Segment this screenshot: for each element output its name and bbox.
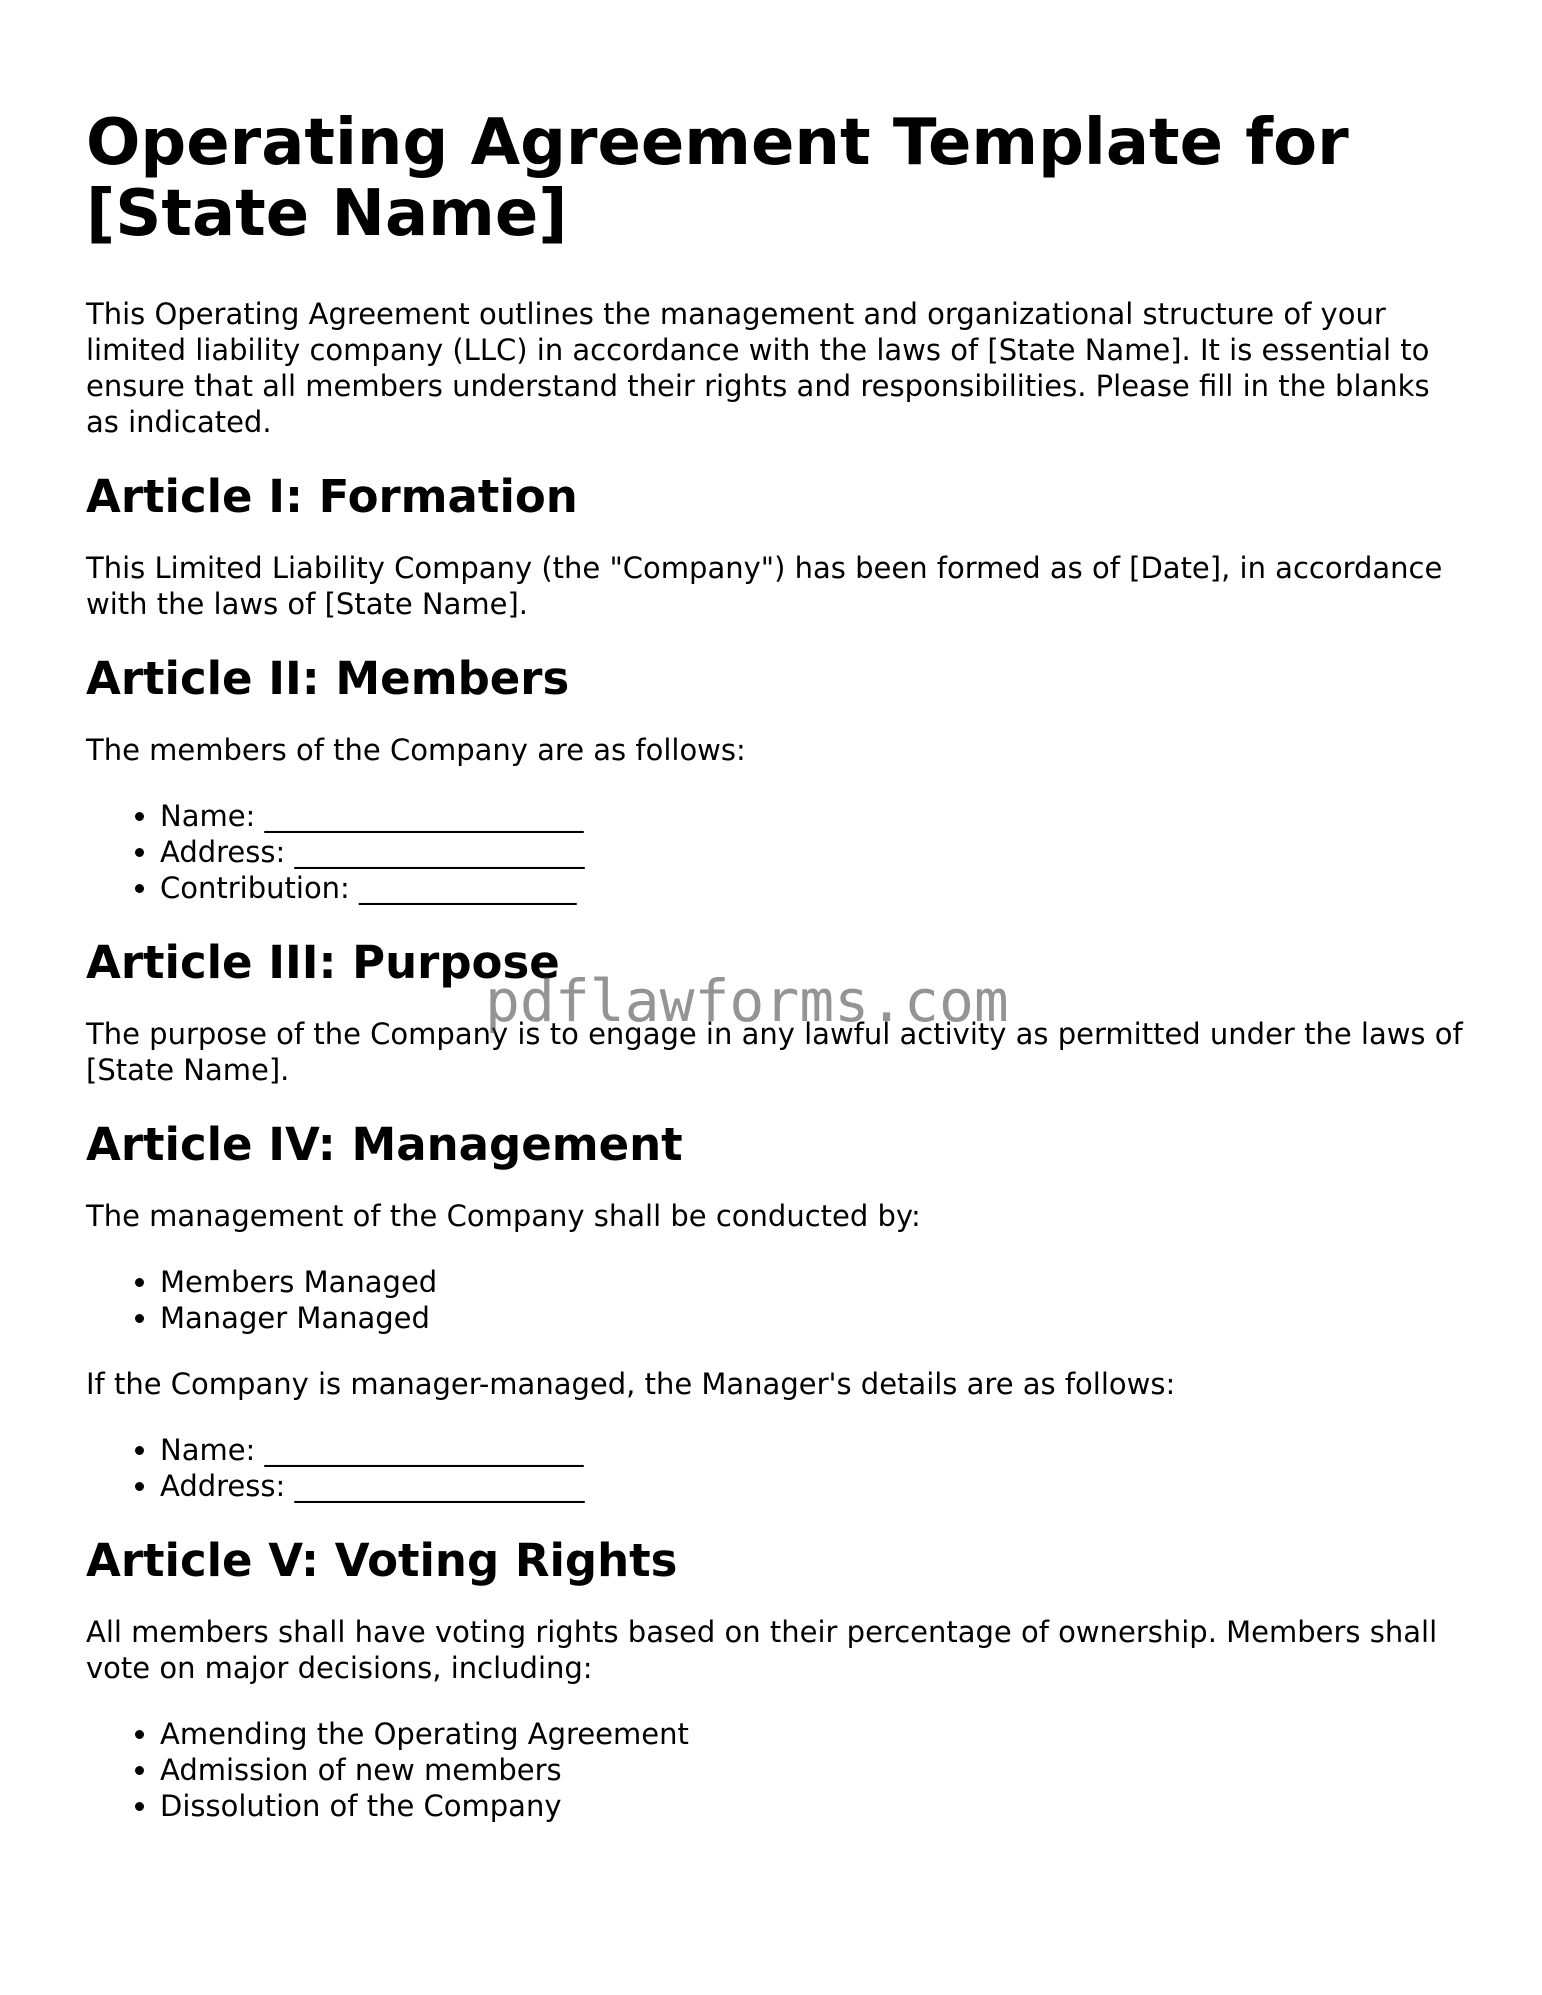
- list-item: • Address: ____________________: [160, 834, 1466, 870]
- article-formation: [86, 470, 1466, 622]
- article-heading: Article V: Voting Rights: [86, 1534, 678, 1587]
- list-item: • Dissolution of the Company: [160, 1788, 1466, 1824]
- article-text: This Limited Liability Company (the "Company") has been formed as of [Date], in accordance with the laws of [State Name].: [86, 551, 1443, 621]
- article-text: The purpose of the Company is to engage in any lawful activity as permitted under the laws of [State Name].: [86, 1017, 1463, 1087]
- article-heading: Article IV: Management: [86, 1118, 683, 1171]
- list-item: • Amending the Operating Agreement: [160, 1716, 1466, 1752]
- article-text: The management of the Company shall be conducted by:: [86, 1199, 921, 1233]
- list-item: • Admission of new members: [160, 1752, 1466, 1788]
- article-heading: Article I: Formation: [86, 470, 578, 523]
- list-item: • Name: ______________________: [160, 1432, 1466, 1468]
- list-item: • Manager Managed: [160, 1300, 1466, 1336]
- intro-paragraph: This Operating Agreement outlines the management and organizational structure of your limited liability company (LLC) in accordance with the laws of [State Name]. It is essential to ensure that all members understand their rights and responsibilities. Please fill in the blanks as indicated.: [86, 297, 1430, 439]
- article-voting-rights: [86, 1534, 1466, 1824]
- management-options-list: [86, 1264, 1466, 1336]
- document-page: [86, 108, 1466, 1854]
- article-text: If the Company is manager-managed, the Manager's details are as follows:: [86, 1367, 1176, 1401]
- article-heading: Article III: Purpose: [86, 936, 560, 989]
- article-text: The members of the Company are as follows:: [86, 733, 746, 767]
- manager-details-list: [86, 1432, 1466, 1504]
- article-members: [86, 652, 1466, 906]
- list-item: • Name: ______________________: [160, 798, 1466, 834]
- article-text: All members shall have voting rights based on their percentage of ownership. Members shall vote on major decisions, including:: [86, 1615, 1438, 1685]
- article-management: [86, 1118, 1466, 1504]
- list-item: • Members Managed: [160, 1264, 1466, 1300]
- watermark: pdflawforms.com: [485, 967, 1009, 1035]
- page-title: Operating Agreement Template for [State Name]: [86, 106, 1349, 251]
- list-item: • Contribution: _______________: [160, 870, 1466, 906]
- voting-decisions-list: [86, 1716, 1466, 1824]
- members-list: [86, 798, 1466, 906]
- list-item: • Address: ____________________: [160, 1468, 1466, 1504]
- article-heading: Article II: Members: [86, 652, 570, 705]
- article-purpose: [86, 936, 1466, 1088]
